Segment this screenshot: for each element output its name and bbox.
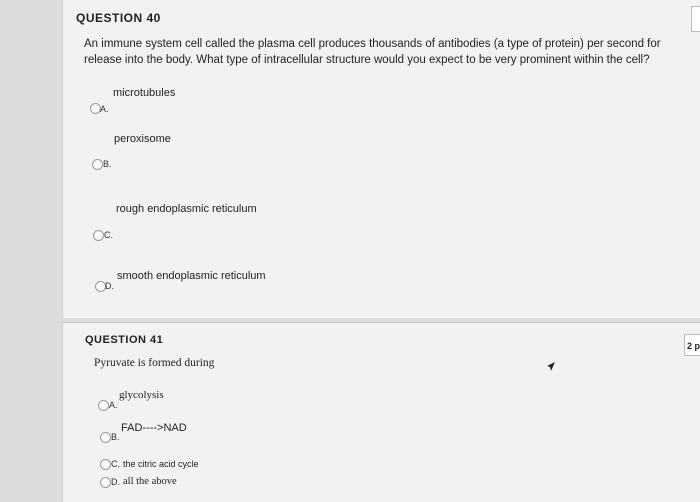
option-d-label[interactable]: smooth endoplasmic reticulum [117, 270, 266, 282]
option-b-radio[interactable] [92, 159, 103, 170]
option-b-label[interactable]: FAD---->NAD [121, 422, 187, 434]
option-a-label[interactable]: glycolysis [119, 389, 164, 401]
option-a-letter: A. [109, 400, 118, 410]
option-a-label[interactable]: microtubules [113, 87, 176, 99]
option-d-radio[interactable] [100, 477, 111, 488]
option-c-label[interactable]: rough endoplasmic reticulum [116, 203, 257, 215]
question-title: QUESTION 40 [76, 11, 161, 25]
points-badge: 2 p [684, 334, 700, 356]
option-b-letter: B. [103, 159, 112, 169]
question-text: An immune system cell called the plasma cell produces thousands of antibodies (a type of protein) per second for release into the body. What type of intracellular structure would you expect to be very prominent within the cell? [84, 38, 661, 66]
option-c-label[interactable]: the citric acid cycle [123, 459, 199, 469]
arrow-cursor-icon [546, 361, 556, 373]
option-c-letter: C. [111, 459, 120, 469]
option-b-label[interactable]: peroxisome [114, 133, 171, 145]
option-c-letter: C. [104, 230, 113, 240]
side-tab [691, 6, 700, 32]
question-41-panel [62, 322, 700, 502]
option-c-radio[interactable] [100, 459, 111, 470]
option-d-label[interactable]: all the above [123, 476, 177, 487]
option-a-radio[interactable] [98, 400, 109, 411]
option-c-radio[interactable] [93, 230, 104, 241]
question-title: QUESTION 41 [85, 334, 164, 346]
option-d-letter: D. [111, 477, 120, 487]
question-text: Pyruvate is formed during [94, 357, 215, 369]
option-b-letter: B. [111, 432, 120, 442]
question-40-panel [62, 0, 700, 318]
option-a-letter: A. [100, 104, 109, 114]
option-d-letter: D. [105, 281, 114, 291]
option-b-radio[interactable] [100, 432, 111, 443]
